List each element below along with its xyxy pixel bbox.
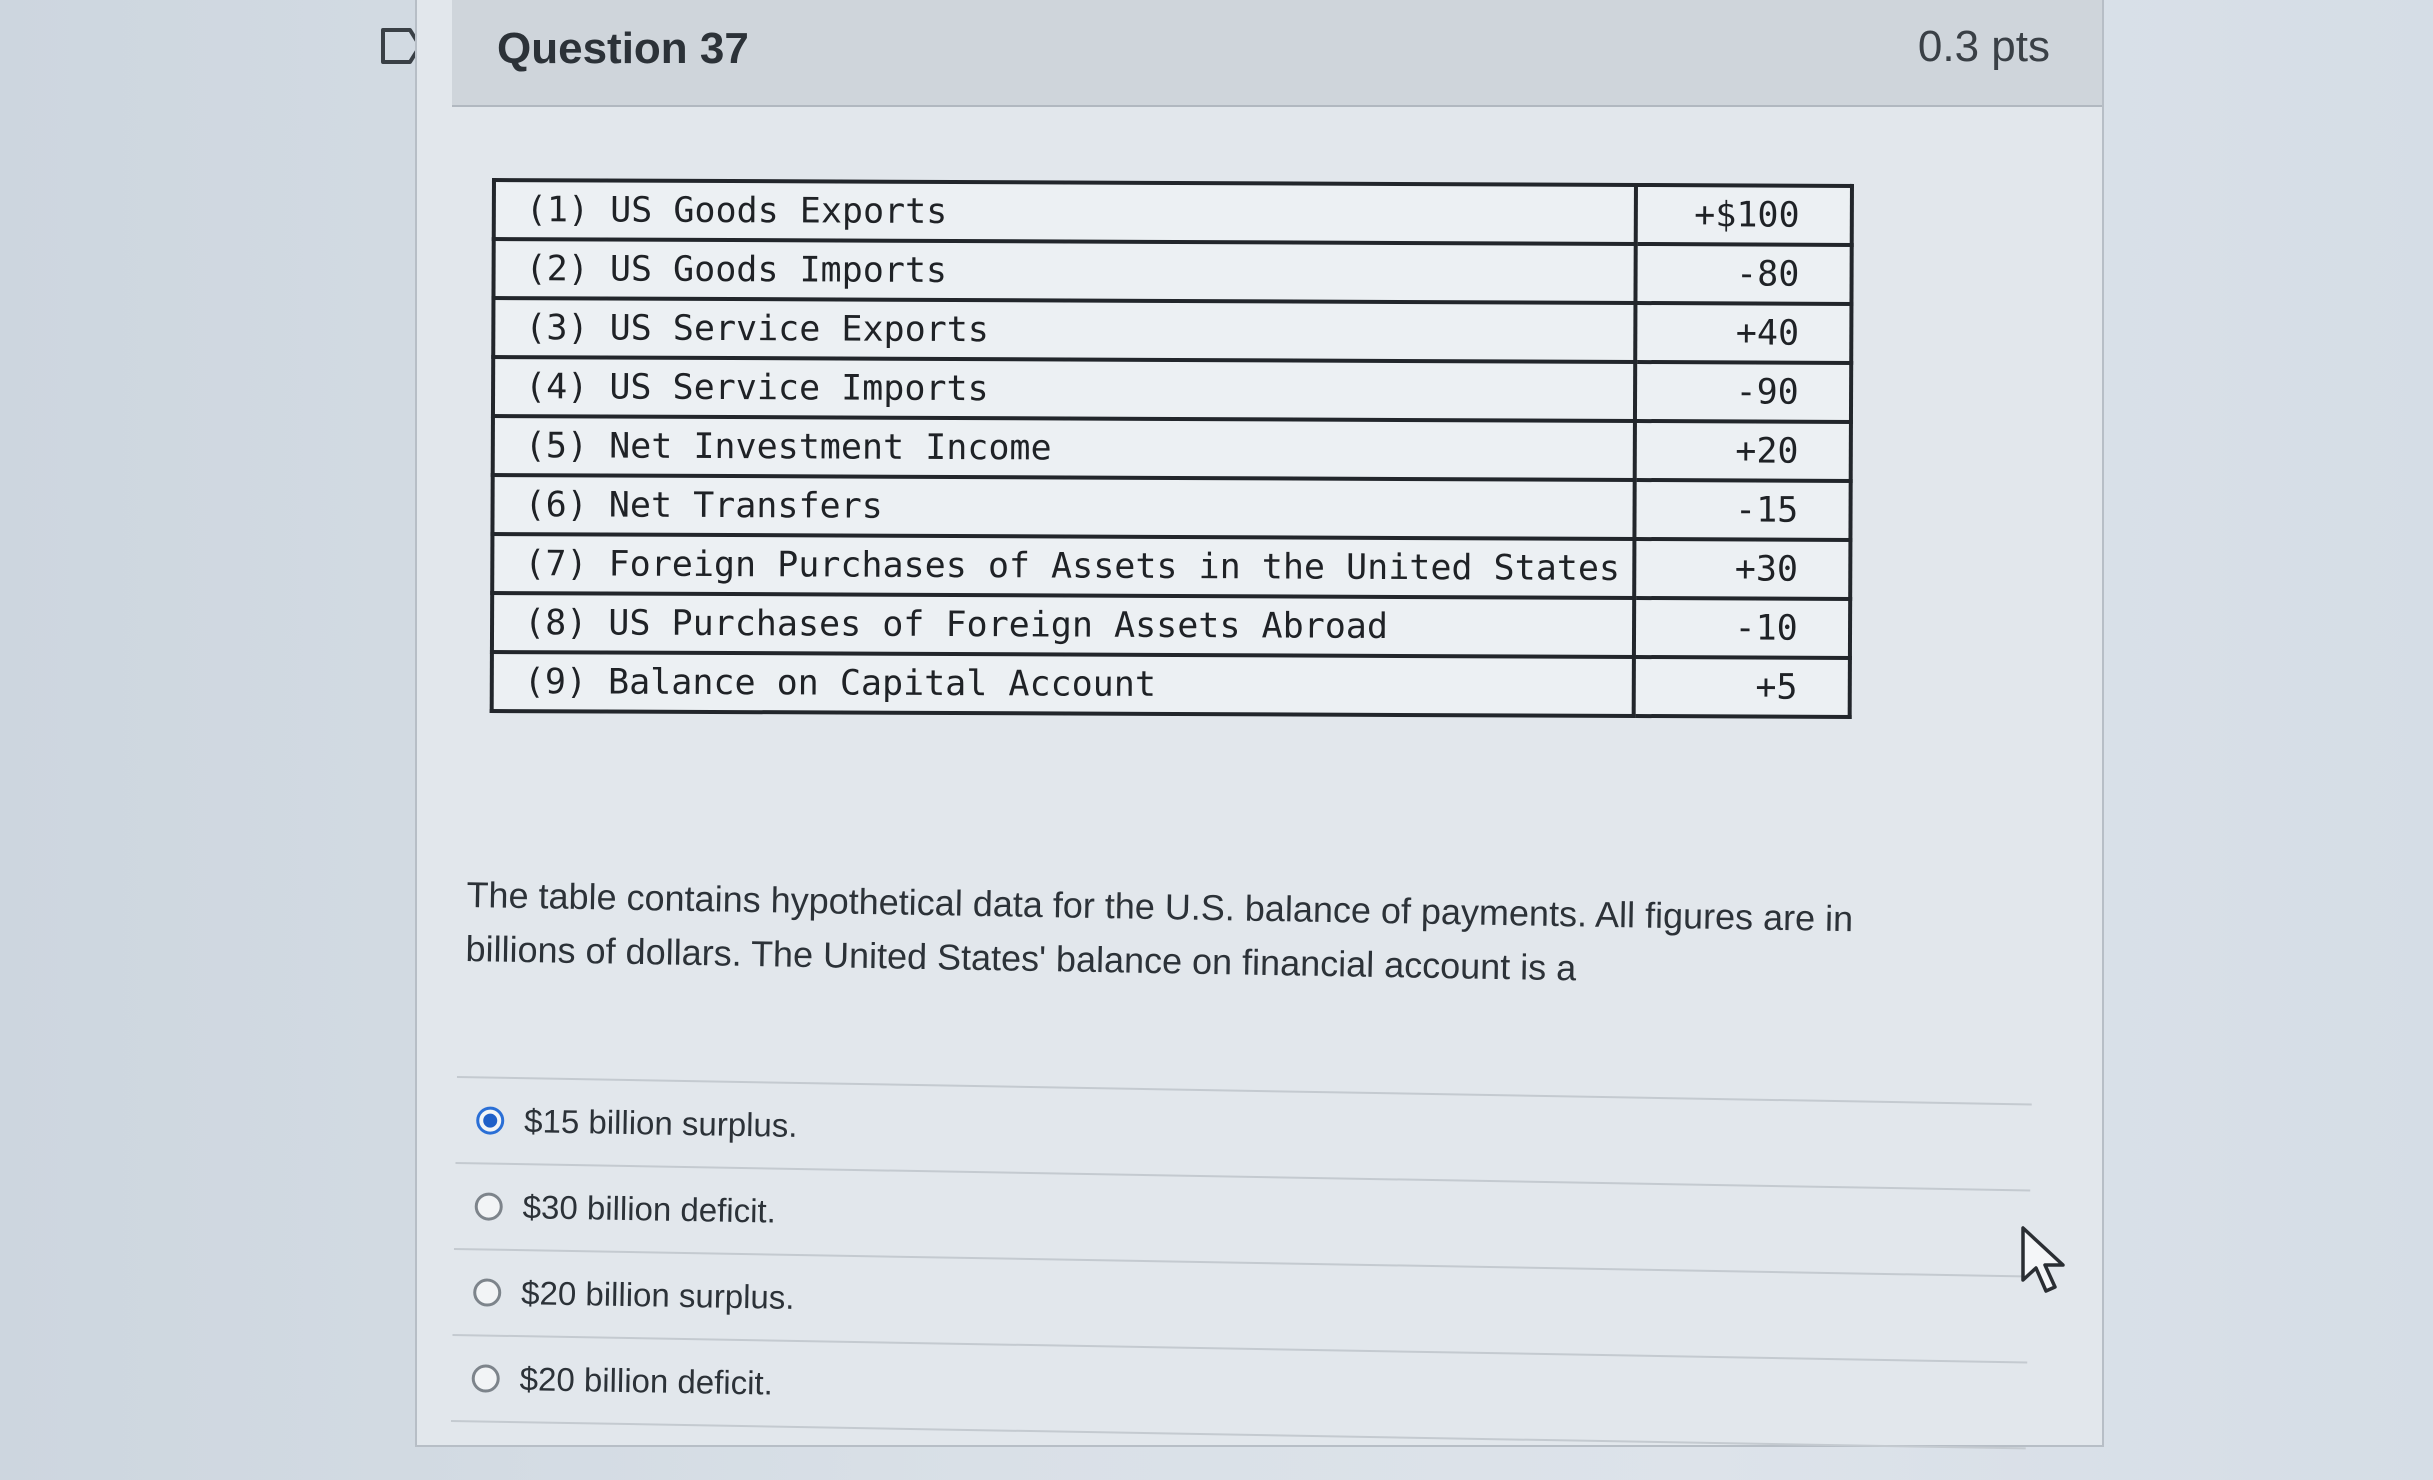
answer-list — [451, 1076, 2032, 1449]
question-card — [415, 0, 2104, 1447]
table-row — [494, 180, 1852, 245]
row-value: +$100 — [1635, 185, 1851, 245]
radio-button[interactable] — [476, 1106, 504, 1134]
row-label: (6) Net Transfers — [492, 475, 1634, 539]
row-label: (8) US Purchases of Foreign Assets Abroad — [492, 593, 1634, 657]
question-points: 0.3 pts — [1917, 22, 2050, 71]
table-row — [492, 475, 1850, 540]
row-label: (7) Foreign Purchases of Assets in the United States — [492, 534, 1634, 598]
row-value: +20 — [1634, 421, 1850, 481]
table-row — [493, 357, 1851, 422]
answer-label[interactable]: $15 billion surplus. — [523, 1102, 798, 1144]
row-label: (9) Balance on Capital Account — [492, 652, 1634, 716]
row-label: (3) US Service Exports — [493, 298, 1635, 362]
table-row — [493, 298, 1851, 363]
table-row — [492, 593, 1850, 658]
row-value: +5 — [1633, 657, 1849, 717]
mouse-pointer-icon — [2020, 1225, 2068, 1295]
row-value: +40 — [1635, 303, 1851, 363]
radio-button[interactable] — [474, 1192, 502, 1220]
radio-button[interactable] — [471, 1364, 499, 1392]
table-row — [493, 416, 1851, 481]
radio-button[interactable] — [473, 1278, 501, 1306]
answer-label[interactable]: $20 billion surplus. — [520, 1274, 795, 1316]
row-value: +30 — [1634, 539, 1850, 599]
row-label: (4) US Service Imports — [493, 357, 1635, 421]
answer-label[interactable]: $30 billion deficit. — [522, 1188, 777, 1230]
question-header — [452, 0, 2102, 107]
balance-of-payments-table — [490, 178, 1854, 719]
row-label: (5) Net Investment Income — [493, 416, 1635, 480]
table-row — [493, 239, 1851, 304]
question-prompt: The table contains hypothetical data for the U.S. balance of payments. All figures are in billions of dollars. The United States' balance on financial account is a — [465, 873, 1854, 989]
row-value: -90 — [1635, 362, 1851, 422]
row-value: -80 — [1635, 244, 1851, 304]
row-label: (1) US Goods Exports — [494, 180, 1636, 244]
row-value: -15 — [1634, 480, 1850, 540]
table-row — [492, 652, 1850, 717]
answer-label[interactable]: $20 billion deficit. — [519, 1360, 774, 1402]
question-title: Question 37 — [497, 24, 749, 73]
table-row — [492, 534, 1850, 599]
row-label: (2) US Goods Imports — [493, 239, 1635, 303]
row-value: -10 — [1634, 598, 1850, 658]
